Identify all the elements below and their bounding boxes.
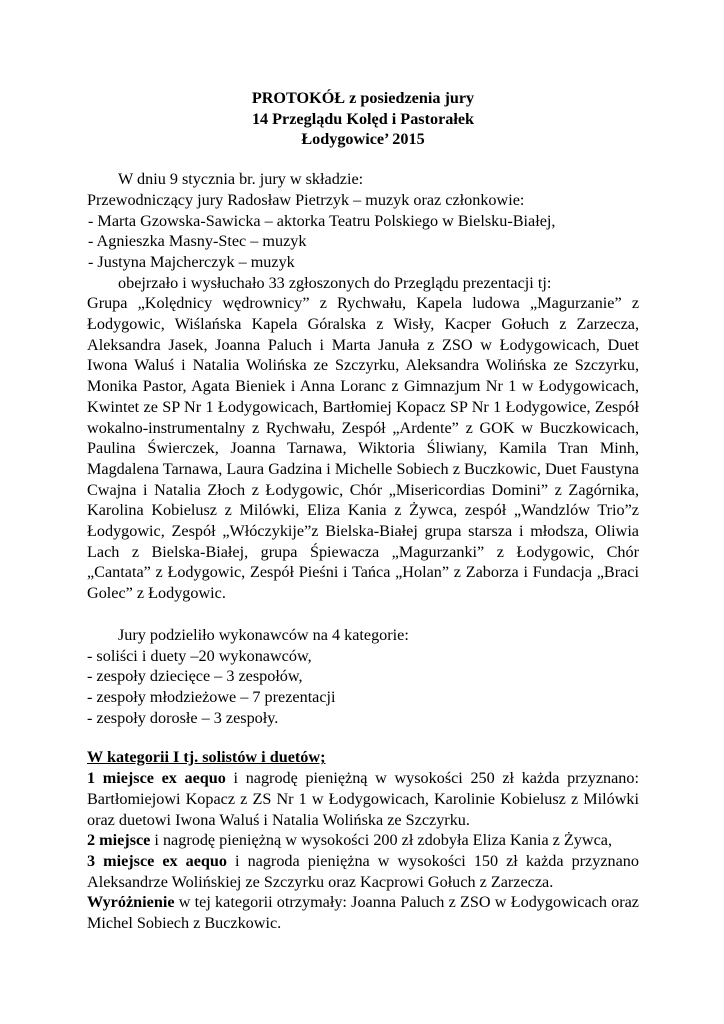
watched-line: obejrzało i wysłuchało 33 zgłoszonych do Przeglądu prezentacji tj: xyxy=(118,273,552,292)
document-title xyxy=(87,88,639,150)
category-item: - zespoły dziecięce – 3 zespołów, xyxy=(87,667,303,686)
category-item: - zespoły młodzieżowe – 7 prezentacji xyxy=(87,687,336,706)
first-place-paragraph xyxy=(87,768,639,830)
second-place-label: 2 miejsce xyxy=(87,831,151,850)
second-place-text: i nagrodę pieniężną w wysokości 200 zł zdobyła Eliza Kania z Żywca, xyxy=(150,831,613,850)
jury-member: - Justyna Majcherczyk – muzyk xyxy=(88,252,295,271)
title-line-1: PROTOKÓŁ z posiedzenia jury xyxy=(251,89,475,107)
honorable-mention-text: w tej kategorii otrzymały: Joanna Paluch z ZSO w Łodygowicach oraz Michel Sobiech z Buczkowic. xyxy=(87,893,639,933)
category-item: - soliści i duety –20 wykonawców, xyxy=(87,646,312,665)
jury-chair: Przewodniczący jury Radosław Pietrzyk – muzyk oraz członkowie: xyxy=(87,190,525,209)
honorable-mention-label: Wyróżnienie xyxy=(87,893,175,912)
categories-intro: Jury podzieliło wykonawców na 4 kategorie: xyxy=(118,625,409,644)
category-item: - zespoły dorosłe – 3 zespoły. xyxy=(87,708,279,727)
first-place-text: i nagrodę pieniężną w wysokości 250 zł każda przyznano: Bartłomiejowi Kopacz z ZS Nr 1 w Łodygowicach, Karolinie Kobielusz z Milówki oraz duetowi Iwona Waluś i Natalia Wolińska ze Szczyrku. xyxy=(87,769,639,829)
jury-composition xyxy=(87,169,639,604)
categories-section xyxy=(87,625,639,729)
category-1-heading: W kategorii I tj. solistów i duetów; xyxy=(87,748,326,767)
intro-date-line: W dniu 9 stycznia br. jury w składzie: xyxy=(118,170,364,189)
jury-member: - Agnieszka Masny-Stec – muzyk xyxy=(88,232,307,251)
third-place-label: 3 miejsce ex aequo xyxy=(87,851,228,870)
document-page xyxy=(87,88,639,934)
jury-member: - Marta Gzowska-Sawicka – aktorka Teatru Polskiego w Bielsku-Białej, xyxy=(88,211,556,230)
participants-paragraph: Grupa „Kolędnicy wędrownicy” z Rychwału, Kapela ludowa „Magurzanie” z Łodygowic, Wiślańska Kapela Góralska z Wisły, Kacper Gołuch z Zarzecza, Aleksandra Jasek, Joanna Paluch i Marta Januła z ZSO w Łodygowicach, Duet Iwona Waluś i Natalia Wolińska ze Szczyrku, Aleksandra Wolińska ze Szczyrku, Monika Pastor, Agata Bieniek i Anna Loranc z Gimnazjum Nr 1 w Łodygowicach, Kwintet ze SP Nr 1 Łodygowicach, Bartłomiej Kopacz SP Nr 1 Łodygowice, Zespół wokalno-instrumentalny z Rychwału, Zespół „Ardente” z GOK w Buczkowicach, Paulina Świerczek, Joanna Tarnawa, Wiktoria Śliwiany, Kamila Tran Minh, Magdalena Tarnawa, Laura Gadzina i Michelle Sobiech z Buczkowic, Duet Faustyna Cwajna i Natalia Złoch z Łodygowic, Chór „Misericordias Domini” z Zagórnika, Karolina Kobielusz z Milówki, Eliza Kania z Żywca, zespół „Wandzlów Trio”z Łodygowic, Zespół „Włóczykije”z Bielska-Białej grupa starsza i młodsza, Oliwia Lach z Bielska-Białej, grupa Śpiewacza „Magurzanki” z Łodygowic, Chór „Cantata” z Łodygowic, Zespół Pieśni i Tańca „Holan” z Zaborza i Fundacja „Braci Golec” z Łodygowic. xyxy=(87,294,639,603)
title-line-2: 14 Przeglądu Kolęd i Pastorałek xyxy=(251,109,475,128)
third-place-text: i nagroda pieniężna w wysokości 150 zł każda przyznano Aleksandrze Wolińskiej ze Szczyrku oraz Kacprowi Gołuch z Zarzecza. xyxy=(87,851,639,891)
third-place-paragraph xyxy=(87,851,639,892)
second-place-paragraph xyxy=(87,830,639,851)
honorable-mention-paragraph xyxy=(87,892,639,933)
title-line-3: Łodygowice’ 2015 xyxy=(301,130,425,149)
first-place-label: 1 miejsce ex aequo xyxy=(87,769,226,788)
category-1-results xyxy=(87,747,639,933)
